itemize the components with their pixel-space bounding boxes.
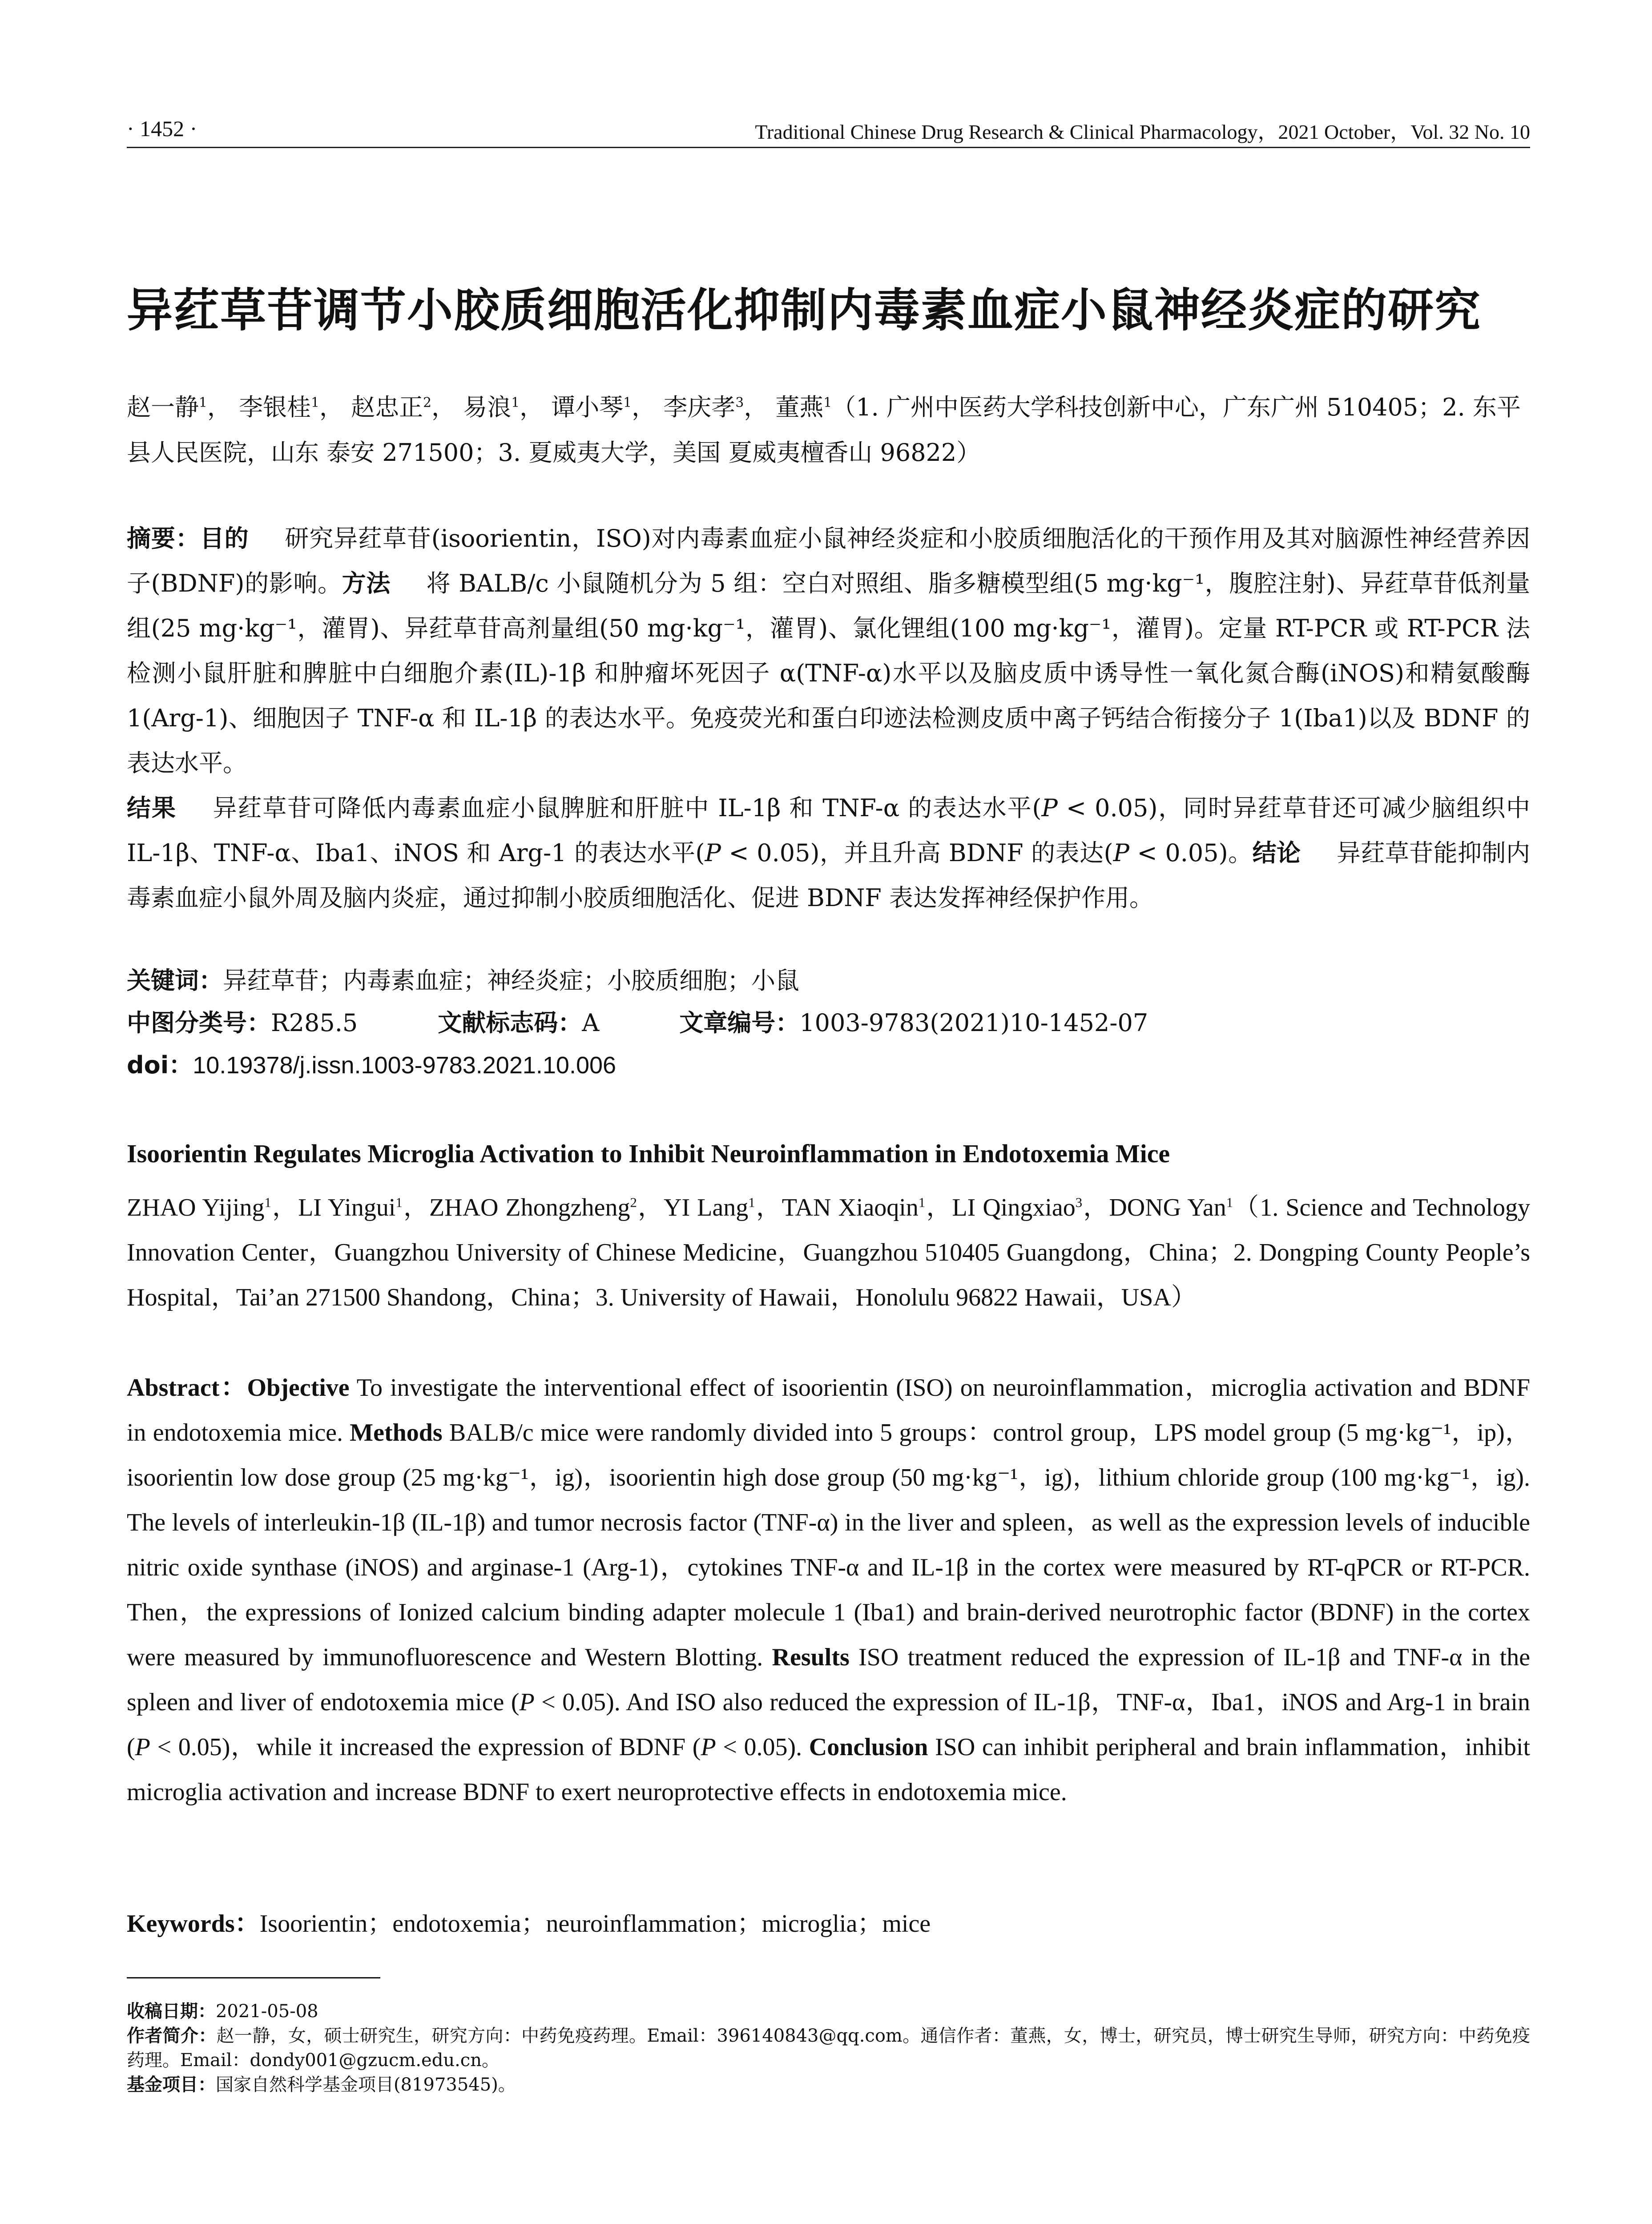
affiliation-mark: 1 — [199, 395, 207, 411]
affiliation-mark: 1 — [748, 1195, 755, 1210]
authors-english: ZHAO Yijing$^1$，LI Yingui$^1$，ZHAO Zhongzheng$^2$，YI Lang$^1$，TAN Xiaoqin$^1$，LI Qingxiao$^3$，DONG Yan$^1$（1. Science and Technology Innovation Center，Guangzhou University of Chinese Medicine，Guangzhou 510405 Guangdong，China；2. Dongping County People’s Hospital，Tai’an 271500 Shandong，China；3. University of Hawaii，Honolulu 96822 Hawaii，USA） — [127, 1194, 1531, 1311]
keywords-label: 关键词： — [127, 967, 223, 995]
author-name: 易浪 — [463, 393, 512, 421]
objective-text: To investigate the interventional effect of isoorientin (ISO) on neuroinflammation，microglia activation and BDNF in endotoxemia mice. — [127, 1374, 1530, 1446]
affiliation-mark: 1 — [511, 395, 520, 411]
author-name: 李庆孝 — [663, 393, 736, 421]
results-text: < 0.05)，同时异荭草苷还可减少脑组织中 IL-1β、TNF-α、Iba1、iNOS 和 Arg-1 的表达水平( — [127, 794, 1531, 867]
author-name: 李银桂 — [239, 393, 311, 421]
affiliation-mark: 1 — [395, 1195, 403, 1210]
affiliation-mark: 3 — [735, 395, 744, 411]
article-number-label: 文章编号： — [679, 1009, 800, 1037]
results-label: 结果 — [127, 794, 177, 822]
author-name: 谭小琴 — [551, 393, 624, 421]
doi-line — [127, 1045, 1530, 1085]
results-text: < 0.05)。 — [1129, 839, 1253, 867]
fund-text: 国家自然科学基金项目(81973545)。 — [216, 2075, 516, 2095]
abstract-english — [127, 1366, 1530, 1815]
keywords-text: 异荭草苷；内毒素血症；神经炎症；小胶质细胞；小鼠 — [223, 967, 799, 995]
affiliation-mark: 2 — [423, 395, 432, 411]
document-code-label: 文献标志码： — [438, 1009, 582, 1037]
author-bio-note — [127, 2024, 1530, 2073]
affiliation-mark: 1 — [823, 395, 832, 411]
methods-label: Methods — [350, 1419, 443, 1446]
methods-label: 方法 — [342, 569, 391, 597]
authors-chinese: 赵一静$^1$， 李银桂$^1$， 赵忠正$^2$， 易浪$^1$， 谭小琴$^1$， 李庆孝$^3$， 董燕$^1$（1. 广州中医药大学科技创新中心，广东广州 510405；2. 东平县人民医院，山东 泰安 271500；3. 夏威夷大学，美国 夏威夷檀香山 96822） — [127, 393, 1521, 467]
journal-citation: Traditional Chinese Drug Research & Clinical Pharmacology，2021 October，Vol. 32 No. 10 — [755, 121, 1530, 143]
abstract-label: Abstract： — [127, 1374, 247, 1402]
affiliation-mark: 1 — [918, 1195, 926, 1210]
author-name: YI Lang — [664, 1194, 749, 1221]
fund-note — [127, 2073, 1530, 2097]
author-name: TAN Xiaoqin — [782, 1194, 919, 1221]
keywords-chinese — [127, 961, 1530, 1001]
conclusion-text: 异荭草苷能抑制内毒素血症小鼠外周及脑内炎症，通过抑制小胶质细胞活化、促进 BDNF 表达发挥神经保护作用。 — [127, 839, 1531, 912]
affiliation-mark: 1 — [311, 395, 319, 411]
abstract-label: 摘要： — [127, 524, 200, 552]
p-symbol: P — [705, 839, 721, 867]
running-header — [127, 111, 1530, 148]
results-text: < 0.05). And ISO also reduced the expression of IL-1β，TNF-α，Iba1，iNOS and Arg-1 in brain ( — [127, 1688, 1530, 1761]
results-text: < 0.05)，while it increased the expression of BDNF ( — [150, 1733, 701, 1761]
affiliations-english: （1. Science and Technology Innovation Center，Guangzhou University of Chinese Medicine，Guangzhou 510405 Guangdong，China；2. Dongping County People’s Hospital，Tai’an 271500 Shandong，China；3. University of Hawaii，Honolulu 96822 Hawaii，USA） — [127, 1194, 1531, 1311]
received-label: 收稿日期： — [127, 2001, 216, 2022]
keywords-label: Keywords： — [127, 1910, 260, 1938]
author-name: DONG Yan — [1109, 1194, 1226, 1221]
objective-text: 研究异荭草苷(isoorientin，ISO)对内毒素血症小鼠神经炎症和小胶质细胞活化的干预作用及其对脑源性神经营养因子(BDNF)的影响。 — [127, 524, 1531, 597]
affiliation-mark: 2 — [630, 1195, 637, 1210]
author-name: ZHAO Yijing — [127, 1194, 265, 1221]
conclusion-text: ISO can inhibit peripheral and brain inflammation，inhibit microglia activation and increase BDNF to exert neuroprotective effects in endotoxemia mice. — [127, 1733, 1531, 1806]
methods-text: BALB/c mice were randomly divided into 5 groups：control group，LPS model group (5 mg·kg⁻¹，ip)，isoorientin low dose group (25 mg·kg⁻¹，ig)，isoorientin high dose group (50 mg·kg⁻¹，ig)，lithium chloride group (100 mg·kg⁻¹，ig). The levels of interleukin-1β (IL-1β) and tumor necrosis factor (TNF-α) in the liver and spleen，as well as the expression levels of inducible nitric oxide synthase (iNOS) and arginase-1 (Arg-1)，cytokines TNF-α and IL-1β in the cortex were measured by RT-qPCR or RT-PCR. Then，the expressions of Ionized calcium binding adapter molecule 1 (Iba1) and brain-derived neurotrophic factor (BDNF) in the cortex were measured by immunofluorescence and Western Blotting. — [127, 1419, 1531, 1671]
page-number: · 1452 · — [127, 116, 197, 141]
document-code: A — [582, 1009, 600, 1037]
footnote-divider — [127, 1977, 380, 1978]
author-name: 赵一静 — [127, 393, 199, 421]
abstract-chinese — [127, 516, 1530, 920]
affiliation-mark: 1 — [1226, 1195, 1233, 1210]
p-symbol: P — [701, 1733, 716, 1761]
title-english: Isoorientin Regulates Microglia Activation to Inhibit Neuroinflammation in Endotoxemia Mice — [127, 1139, 1170, 1168]
p-symbol: P — [1041, 794, 1058, 822]
received-date-note — [127, 1999, 1530, 2024]
results-text: ISO treatment reduced the expression of IL-1β and TNF-α in the spleen and liver of endotoxemia mice ( — [127, 1644, 1531, 1716]
affiliation-mark: 3 — [1075, 1195, 1083, 1210]
results-text: < 0.05)，并且升高 BDNF 的表达( — [721, 839, 1113, 867]
p-symbol: P — [1113, 839, 1129, 867]
author-name: LI Yingui — [298, 1194, 396, 1221]
keywords-english — [127, 1902, 1530, 1946]
results-text: 异荭草苷可降低内毒素血症小鼠脾脏和肝脏中 IL-1β 和 TNF-α 的表达水平( — [212, 794, 1042, 822]
author-name: 赵忠正 — [351, 393, 423, 421]
keywords-text: Isoorientin；endotoxemia；neuroinflammation；microglia；mice — [259, 1910, 931, 1938]
clc-label: 中图分类号： — [127, 1009, 271, 1037]
affiliation-mark: 1 — [623, 395, 632, 411]
objective-label: Objective — [247, 1374, 350, 1402]
article-number: 1003-9783(2021)10-1452-07 — [799, 1009, 1148, 1037]
methods-text: 将 BALB/c 小鼠随机分为 5 组：空白对照组、脂多糖模型组(5 mg·kg⁻¹，腹腔注射)、异荭草苷低剂量组(25 mg·kg⁻¹，灌胃)、异荭草苷高剂量组(50 mg·kg⁻¹，灌胃)、氯化锂组(100 mg·kg⁻¹，灌胃)。定量 RT-PCR 或 RT-PCR 法检测小鼠肝脏和脾脏中白细胞介素(IL)-1β 和肿瘤坏死因子 α(TNF-α)水平以及脑皮质中诱导性一氧化氮合酶(iNOS)和精氨酸酶 1(Arg-1)、细胞因子 TNF-α 和 IL-1β 的表达水平。免疫荧光和蛋白印迹法检测皮质中离子钙结合衔接分子 1(Iba1)以及 BDNF 的表达水平。 — [127, 569, 1530, 777]
author-name: ZHAO Zhongzheng — [429, 1194, 630, 1221]
author-name: 董燕 — [775, 393, 824, 421]
title-chinese: 异荭草苷调节小胶质细胞活化抑制内毒素血症小鼠神经炎症的研究 — [127, 284, 1481, 337]
fund-label: 基金项目： — [127, 2075, 216, 2095]
doi-value: 10.19378/j.issn.1003-9783.2021.10.006 — [193, 1052, 616, 1079]
p-symbol: P — [519, 1688, 535, 1716]
affiliations-chinese: （1. 广州中医药大学科技创新中心，广东广州 510405；2. 东平县人民医院，山东 泰安 271500；3. 夏威夷大学，美国 夏威夷檀香山 96822） — [127, 393, 1521, 467]
objective-label: 目的 — [200, 524, 249, 552]
received-date: 2021-05-08 — [216, 2001, 318, 2022]
results-label: Results — [772, 1644, 850, 1671]
p-symbol: P — [135, 1733, 150, 1761]
author-bio-label: 作者简介： — [127, 2026, 217, 2046]
author-bio-text: 赵一静，女，硕士研究生，研究方向：中药免疫药理。Email：396140843@qq.com。通信作者：董燕，女，博士，研究员，博士研究生导师，研究方向：中药免疫药理。Email：dondy001@gzucm.edu.cn。 — [127, 2026, 1531, 2071]
footnotes — [127, 1999, 1530, 2097]
conclusion-label: 结论 — [1252, 839, 1301, 867]
affiliation-mark: 1 — [264, 1195, 271, 1210]
doi-label: doi： — [127, 1051, 193, 1079]
results-text: < 0.05). — [716, 1733, 802, 1761]
conclusion-label: Conclusion — [809, 1733, 928, 1761]
clc-number: R285.5 — [271, 1009, 358, 1037]
classification-line — [127, 1003, 1530, 1043]
author-name: LI Qingxiao — [952, 1194, 1076, 1221]
